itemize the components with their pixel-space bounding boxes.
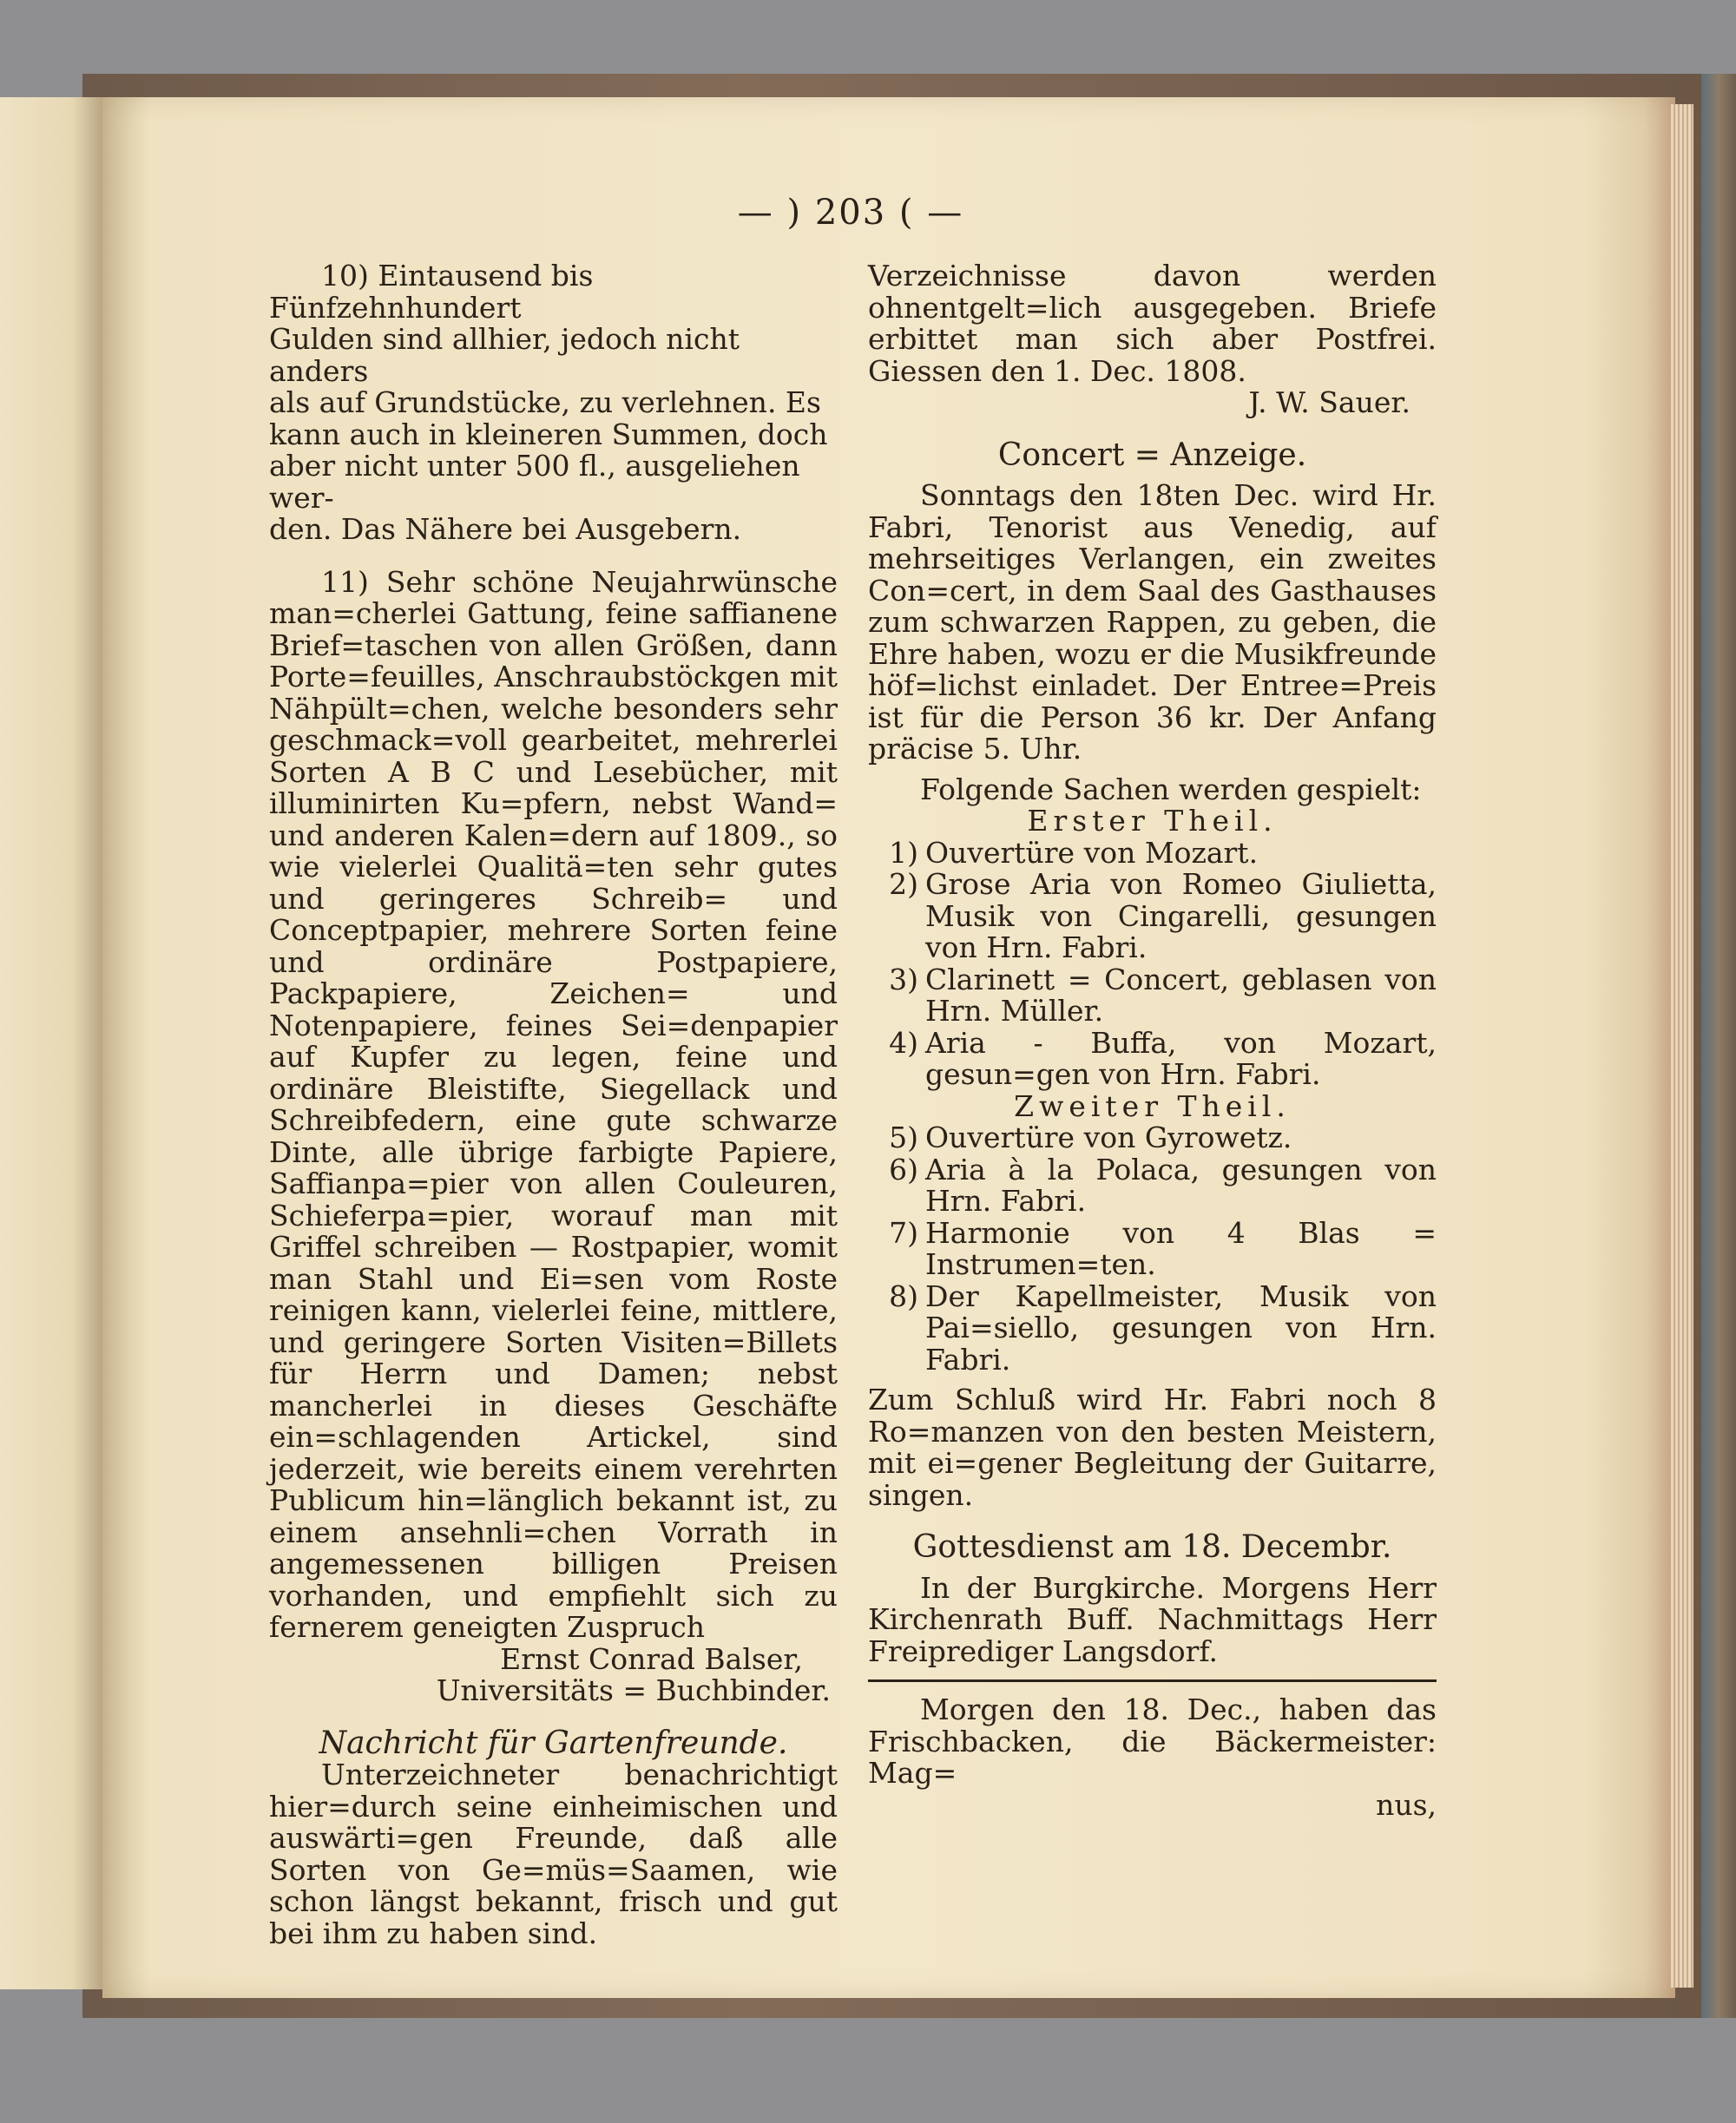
concert-heading: Concert = Anzeige.	[997, 437, 1307, 473]
program-item-text: Grose Aria von Romeo Giulietta, Musik von Cingarelli, gesungen von Hrn. Fabri.	[925, 867, 1437, 964]
scan-background	[0, 0, 1736, 82]
program-item-number: 3)	[889, 962, 918, 996]
notice-10-line: kann auch in kleineren Summen, doch	[269, 417, 828, 451]
program-item-text: Aria à la Polaca, gesungen von Hrn. Fabri.	[925, 1152, 1437, 1218]
program-item-text: Clarinett = Concert, geblasen von Hrn. Müller.	[925, 962, 1437, 1028]
garden-signature: J. W. Sauer.	[1248, 385, 1410, 419]
program-item-number: 8)	[889, 1278, 918, 1313]
part1-heading: Erster Theil.	[1027, 804, 1278, 838]
service-heading: Gottesdienst am 18. Decembr.	[912, 1529, 1392, 1565]
page-number-header: — ) 203 ( —	[737, 193, 964, 233]
notice-10-line: aber nicht unter 500 fl., ausgeliehen wer-	[269, 449, 800, 515]
signature-name: Ernst Conrad Balser,	[500, 1641, 803, 1676]
book-cover-edge	[1701, 74, 1736, 2018]
program-item	[868, 1025, 1437, 1091]
program-item-text: Harmonie von 4 Blas = Instrumen=ten.	[925, 1215, 1437, 1281]
program-item-number: 2)	[889, 867, 918, 901]
notice-10-line: als auf Grundstücke, zu verlehnen. Es	[269, 385, 821, 419]
notice-10-line: den. Das Nähere bei Ausgebern.	[269, 512, 742, 546]
program-item-number: 4)	[889, 1025, 918, 1060]
garden-heading: Nachricht für Gartenfreunde.	[319, 1725, 788, 1761]
catchword: nus,	[1376, 1787, 1437, 1822]
notice-11: 11) Sehr schöne Neujahrwünsche man=cherlei Gattung, feine saffianene Brief=taschen von allen Größen, dann Porte=feuilles, Anschraubstöckgen mit Nähpült=chen, welche besonders sehr geschmack=voll gearbeitet, mehrerlei Sorten A B C und Lesebücher, mit illuminirten Ku=pfern, nebst Wand= und anderen Kalen=dern auf 1809., so wie vielerlei Qualitä=ten sehr gutes und geringeres Schreib= und Conceptpapier, mehrere Sorten feine und ordinäre Postpapiere, Packpapiere, Zeichen= und Notenpapiere, feines Sei=denpapier auf Kupfer zu legen, feine und ordinäre Bleistifte, Siegellack und Schreibfedern, eine gute schwarze Dinte, alle übrige farbigte Papiere, Saffianpa=pier von allen Couleuren, Schieferpa=pier, worauf man mit Griffel schreiben — Rostpapier, womit man Stahl und Ei=sen vom Roste reinigen kann, vielerlei feine, mittlere, und geringere Sorten Visiten=Billets für Herrn und Damen; nebst mancherlei in dieses Geschäfte ein=schlagenden Artickel, sind jederzeit, wie bereits einem verehrten Publicum hin=länglich bekannt ist, zu einem ansehnli=chen Vorrath in angemessenen billigen Preisen vorhanden, und empfiehlt sich zu fernerem geneigten Zuspruch	[269, 564, 838, 1644]
program-item	[868, 1278, 1437, 1377]
page-stack-edges	[1671, 104, 1693, 1988]
right-column	[868, 260, 1437, 1821]
bakers-text: Morgen den 18. Dec., haben das Frischbacken, die Bäckermeister: Mag=	[868, 1692, 1437, 1790]
program-item-number: 1)	[889, 835, 918, 870]
left-column	[269, 260, 838, 1949]
service-text: In der Burgkirche. Morgens Herr Kirchenrath Buff. Nachmittags Herr Freiprediger Langsdorf.	[868, 1570, 1437, 1668]
divider-rule	[868, 1679, 1437, 1682]
garden-continued: Verzeichnisse davon werden ohnentgelt=lich ausgegeben. Briefe erbittet man sich aber Postfrei. Giessen den 1. Dec. 1808.	[868, 259, 1437, 388]
notice-10	[269, 260, 838, 546]
facing-page-edge	[0, 97, 102, 1989]
concert-text: Sonntags den 18ten Dec. wird Hr. Fabri, Tenorist aus Venedig, auf mehrseitiges Verlangen, ein zweites Con=cert, in dem Saal des Gasthauses zum schwarzen Rappen, zu geben, die Ehre haben, wozu er die Musikfreunde höf=lichst einladet. Der Entree=Preis ist für die Person 36 kr. Der Anfang präcise 5. Uhr.	[868, 478, 1437, 766]
closing-text: Zum Schluß wird Hr. Fabri noch 8 Ro=manzen von den besten Meistern, mit ei=gener Begleitung der Guitarre, singen.	[868, 1383, 1437, 1512]
program-item-text: Ouvertüre von Mozart.	[925, 835, 1259, 870]
program-item	[868, 1154, 1437, 1218]
program-item-text: Ouvertüre von Gyrowetz.	[925, 1121, 1292, 1154]
program-item-number: 7)	[889, 1215, 918, 1250]
program-item-text: Der Kapellmeister, Musik von Pai=siello, gesungen von Hrn. Fabri.	[925, 1278, 1437, 1377]
program-item	[868, 869, 1437, 964]
program-item-number: 6)	[889, 1152, 918, 1186]
program-item	[868, 1122, 1437, 1154]
program-item	[868, 835, 1437, 870]
notice-10-line: Gulden sind allhier, jedoch nicht anders	[269, 322, 740, 388]
part2-heading: Zweiter Theil.	[1014, 1088, 1291, 1123]
program-intro: Folgende Sachen werden gespielt:	[920, 772, 1422, 806]
program-item-number: 5)	[889, 1121, 918, 1154]
program-item	[868, 964, 1437, 1028]
program-item-text: Aria - Buffa, von Mozart, gesun=gen von Hrn. Fabri.	[925, 1025, 1437, 1091]
garden-text: Unterzeichneter benachrichtigt hier=durch seine einheimischen und auswärti=gen Freunde, daß alle Sorten von Ge=müs=Saamen, wie schon längst bekannt, frisch und gut bei ihm zu haben sind.	[269, 1758, 838, 1950]
notice-10-line: 10) Eintausend bis Fünfzehnhundert	[269, 259, 594, 325]
program-item	[868, 1215, 1437, 1281]
signature-title: Universitäts = Buchbinder.	[436, 1673, 831, 1707]
